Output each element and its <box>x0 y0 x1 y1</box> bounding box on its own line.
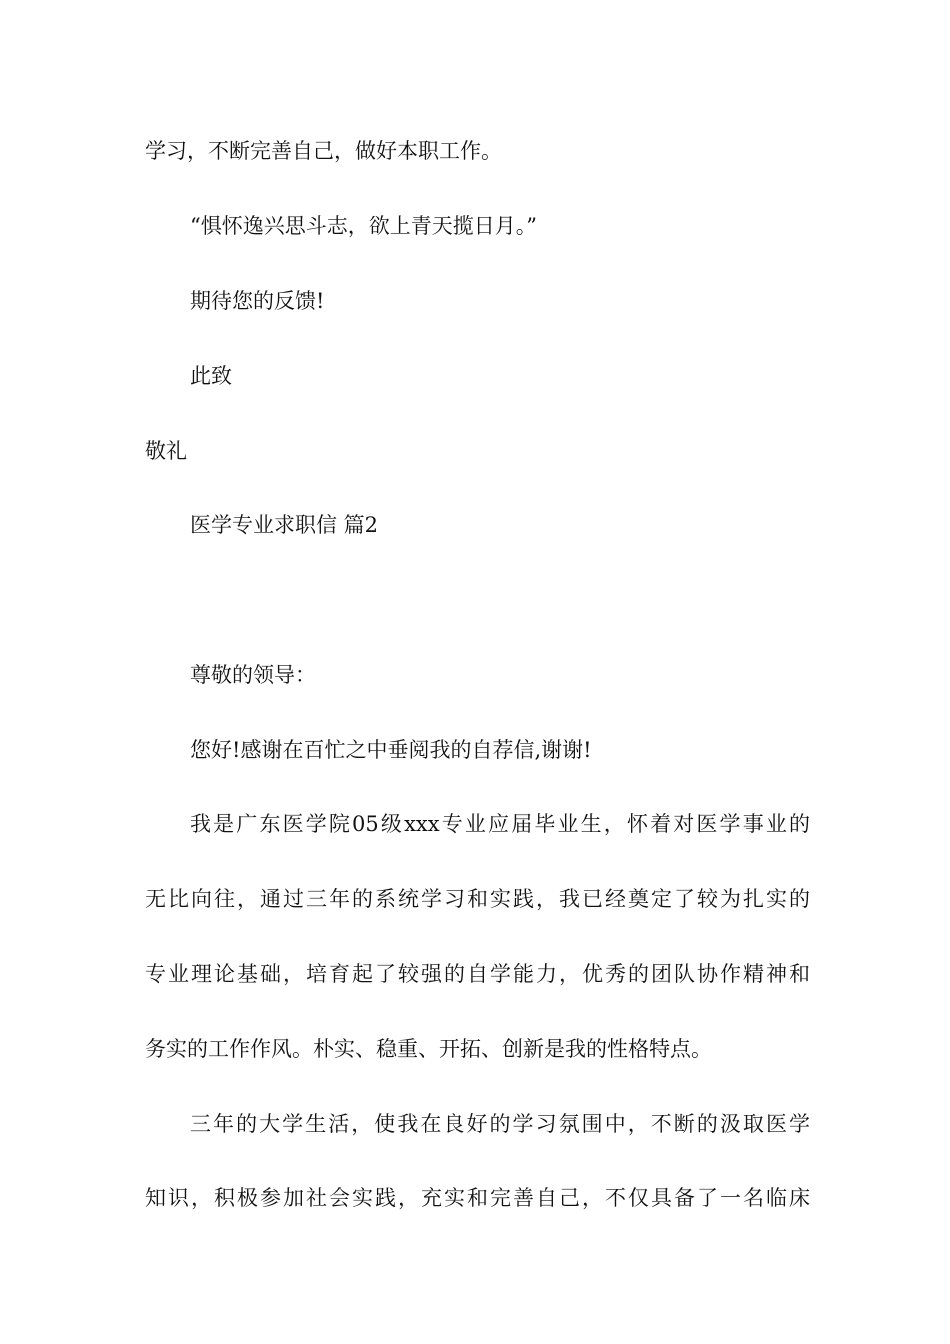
paragraph-line: 无比向往，通过三年的系统学习和实践，我已经奠定了较为扎实的 <box>145 887 810 911</box>
closing-line: 此致 <box>190 364 232 388</box>
paragraph-line: 我是广东医学院05级xxx专业应届毕业生，怀着对医学事业的 <box>190 812 810 836</box>
paragraph-line: 知识，积极参加社会实践，充实和完善自己，不仅具备了一名临床 <box>145 1186 810 1210</box>
quote-line: “惧怀逸兴思斗志，欲上青天揽日月。” <box>190 214 537 238</box>
section-title: 医学专业求职信 篇2 <box>190 513 379 537</box>
text-line: 期待您的反馈! <box>190 289 325 313</box>
text-line: 学习，不断完善自己，做好本职工作。 <box>145 139 502 163</box>
salutation-line: 敬礼 <box>145 439 187 463</box>
text-line: 您好!感谢在百忙之中垂阅我的自荐信,谢谢! <box>190 738 592 762</box>
greeting-line: 尊敬的领导： <box>190 663 316 687</box>
paragraph-line: 三年的大学生活，使我在良好的学习氛围中，不断的汲取医学 <box>190 1112 810 1136</box>
paragraph-line: 务实的工作作风。朴实、稳重、开拓、创新是我的性格特点。 <box>145 1037 712 1061</box>
paragraph-line: 专业理论基础，培育起了较强的自学能力，优秀的团队协作精神和 <box>145 962 810 986</box>
